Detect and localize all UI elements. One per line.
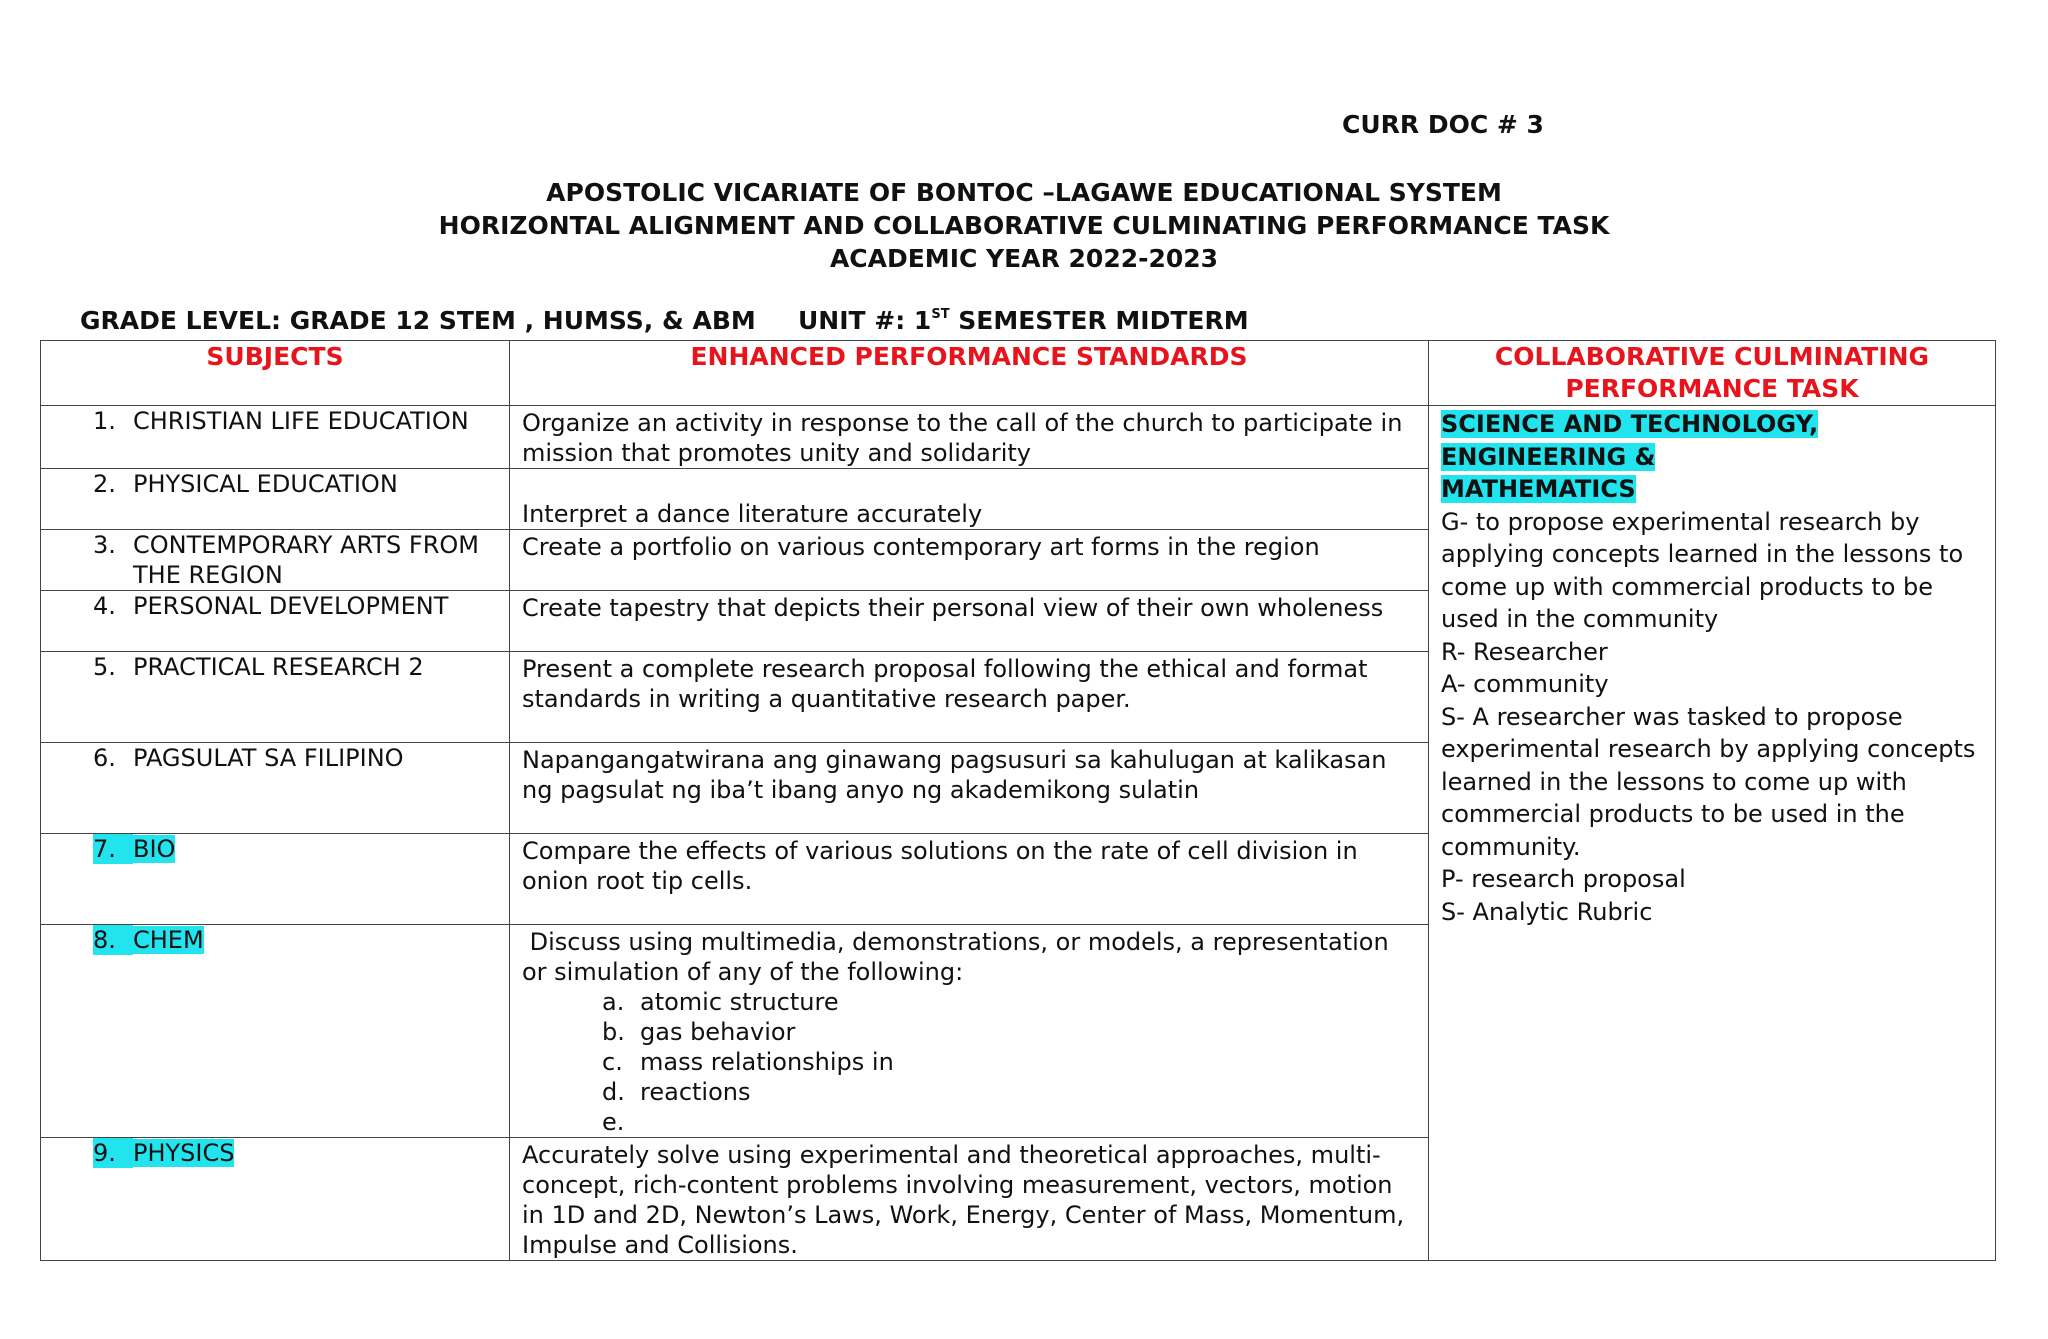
grade-level: GRADE LEVEL: GRADE 12 STEM , HUMSS, & ABM	[80, 306, 756, 335]
list-text: atomic structure	[640, 988, 839, 1016]
subject-cell	[41, 834, 510, 925]
subject-cell	[41, 743, 510, 834]
standard-cell	[510, 591, 1429, 652]
subject-number: 3.	[93, 531, 116, 559]
task-standards: S- Analytic Rubric	[1441, 897, 1653, 926]
task-heading-line-1: SCIENCE AND TECHNOLOGY, ENGINEERING &	[1441, 410, 1819, 471]
subject-cell	[41, 406, 510, 469]
standard-text: Discuss using multimedia, demonstrations, or models, a representation or simulation of any of the following:	[522, 928, 1397, 986]
task-content	[1429, 406, 1995, 928]
list-letter: e.	[602, 1108, 625, 1136]
standard-cell	[510, 652, 1429, 743]
subject-number: 4.	[93, 592, 116, 620]
document-number: CURR DOC # 3	[1342, 110, 1544, 139]
header-task: COLLABORATIVE CULMINATING PERFORMANCE TASK	[1429, 341, 1996, 406]
subject-number: 5.	[93, 653, 116, 681]
title-block	[0, 176, 2048, 275]
standard-cell	[510, 834, 1429, 925]
standard-text: Napangangatwirana ang ginawang pagsusuri sa kahulugan at kalikasan ng pagsulat ng iba’t ibang anyo ng akademikong sulatin	[522, 746, 1387, 804]
subject-cell	[41, 530, 510, 591]
subject-name-highlight: CHEM	[133, 926, 204, 954]
title-line-3: ACADEMIC YEAR 2022-2023	[829, 244, 1219, 273]
alignment-table	[40, 340, 1996, 1261]
subject-name	[133, 1138, 509, 1168]
standard-cell	[510, 743, 1429, 834]
list-item	[602, 1047, 1416, 1077]
subject-cell	[41, 591, 510, 652]
subject-name: CHRISTIAN LIFE EDUCATION	[133, 407, 469, 435]
list-item	[602, 1077, 1416, 1107]
subject-cell	[41, 925, 510, 1138]
standard-text: Accurately solve using experimental and theoretical approaches, multi-concept, rich-content problems involving measurement, vectors, motion in 1D and 2D, Newton’s Laws, Work, Energy, Center of Mass, Momentum, Impulse and Collisions.	[522, 1141, 1405, 1259]
header-subjects: SUBJECTS	[41, 341, 510, 406]
standard-text-block	[510, 925, 1428, 1137]
subject-cell	[41, 1138, 510, 1261]
subject-name	[133, 925, 509, 955]
subject-name-highlight: PHYSICS	[133, 1139, 235, 1167]
task-role: R- Researcher	[1441, 637, 1608, 666]
task-situation: S- A researcher was tasked to propose experimental research by applying concepts learned in the lessons to come up with commercial products to be used in the community.	[1441, 702, 1976, 861]
task-cell	[1429, 406, 1996, 1261]
standard-cell	[510, 406, 1429, 469]
unit-prefix: UNIT #: 1	[798, 306, 932, 335]
task-goal: G- to propose experimental research by applying concepts learned in the lessons to come up with commercial products to be used in the community	[1441, 507, 1964, 633]
subject-number: 2.	[93, 470, 116, 498]
task-heading-line-2: MATHEMATICS	[1441, 475, 1636, 503]
list-item	[602, 1107, 1416, 1137]
standard-text: Organize an activity in response to the call of the church to participate in mission that promotes unity and solidarity	[522, 409, 1403, 467]
unit-number	[798, 306, 1249, 335]
standard-list	[522, 987, 1416, 1137]
subject-name: PRACTICAL RESEARCH 2	[133, 653, 424, 681]
standard-cell	[510, 925, 1429, 1138]
table-header-row	[41, 341, 1996, 406]
subject-name: PHYSICAL EDUCATION	[133, 470, 398, 498]
table-row	[41, 406, 1996, 469]
subject-name: PAGSULAT SA FILIPINO	[133, 744, 404, 772]
standard-cell	[510, 530, 1429, 591]
subject-name: CONTEMPORARY ARTS FROM THE REGION	[133, 531, 479, 589]
unit-suffix: SEMESTER MIDTERM	[949, 306, 1249, 335]
list-letter: b.	[602, 1018, 625, 1046]
title-line-2: HORIZONTAL ALIGNMENT AND COLLABORATIVE CULMINATING PERFORMANCE TASK	[438, 211, 1610, 240]
title-line-1: APOSTOLIC VICARIATE OF BONTOC –LAGAWE EDUCATIONAL SYSTEM	[546, 178, 1502, 207]
standard-text: Interpret a dance literature accurately	[522, 500, 983, 528]
list-letter: d.	[602, 1078, 625, 1106]
standard-text: Present a complete research proposal following the ethical and format standards in writing a quantitative research paper.	[522, 655, 1368, 713]
header-standards: ENHANCED PERFORMANCE STANDARDS	[510, 341, 1429, 406]
list-letter: a.	[602, 988, 625, 1016]
unit-superscript: ST	[931, 306, 950, 322]
subject-cell	[41, 469, 510, 530]
subject-cell	[41, 652, 510, 743]
grade-unit-row	[80, 306, 1249, 335]
list-item	[602, 1017, 1416, 1047]
list-item	[602, 987, 1416, 1017]
list-text: gas behavior	[640, 1018, 796, 1046]
subject-name: PERSONAL DEVELOPMENT	[133, 592, 449, 620]
subject-number: 8.	[93, 925, 133, 955]
standard-text: Create tapestry that depicts their personal view of their own wholeness	[522, 594, 1384, 622]
list-text: reactions	[640, 1078, 751, 1106]
subject-name-highlight: BIO	[133, 835, 176, 863]
subject-number: 9.	[93, 1138, 133, 1168]
subject-number: 6.	[93, 744, 116, 772]
standard-cell	[510, 469, 1429, 530]
task-audience: A- community	[1441, 670, 1609, 698]
subject-number: 7.	[93, 834, 133, 864]
standard-cell	[510, 1138, 1429, 1261]
subject-number: 1.	[93, 407, 116, 435]
list-text: mass relationships in	[640, 1048, 894, 1076]
standard-text: Create a portfolio on various contemporary art forms in the region	[522, 533, 1320, 561]
standard-text: Compare the effects of various solutions on the rate of cell division in onion root tip cells.	[522, 837, 1358, 895]
subject-name	[133, 834, 509, 864]
list-letter: c.	[602, 1048, 623, 1076]
task-product: P- research proposal	[1441, 865, 1686, 893]
